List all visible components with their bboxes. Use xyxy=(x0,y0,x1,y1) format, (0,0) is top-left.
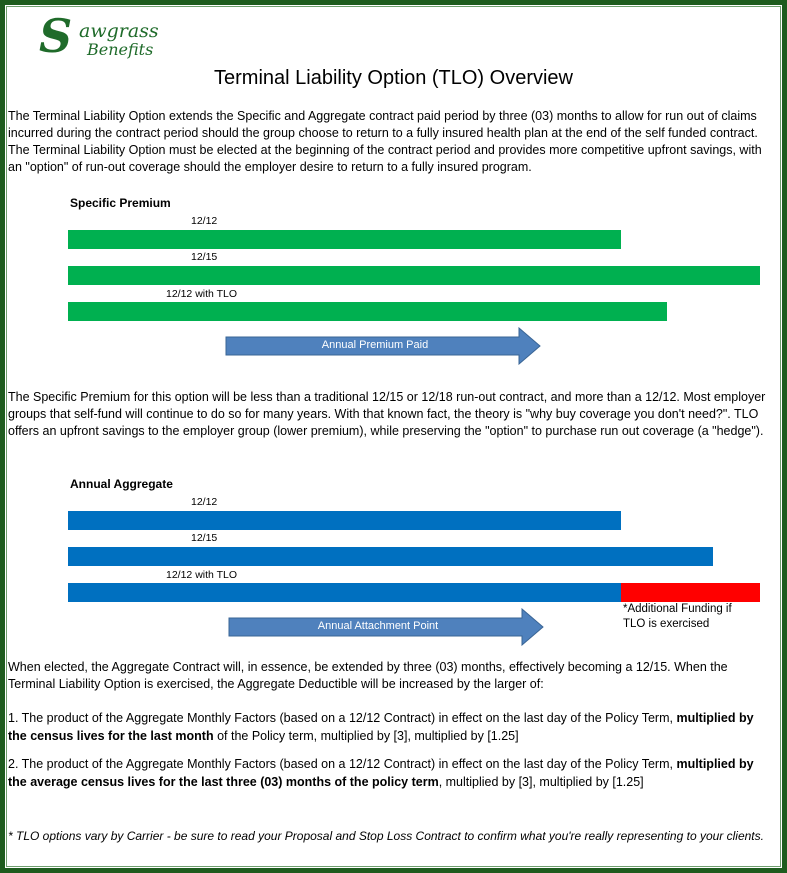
intro-paragraph: The Terminal Liability Option extends the Specific and Aggregate contract paid period by three (03) months to allow for run out of claims incurred during the contract period should the group choose to return to a fully insured health plan at the end of the self funded contract. The Terminal Liability Option must be elected at the beginning of the contract period and provides more competitive upfront savings, with an "option" of run-out coverage should the employer desire to return to a fully insured program. xyxy=(8,109,762,174)
logo-line1: awgrass xyxy=(79,20,159,42)
note-line-2: TLO is exercised xyxy=(623,618,710,630)
arrow-label: Annual Premium Paid xyxy=(321,339,429,351)
specific-bar-label-1: 12/12 xyxy=(191,215,218,227)
arrow-label: Annual Attachment Point xyxy=(317,620,439,632)
note-line-1: *Additional Funding if xyxy=(623,603,732,615)
annual-aggregate-label: Annual Aggregate xyxy=(70,477,173,491)
sawgrass-logo xyxy=(39,9,159,65)
item2-text: 2. The product of the Aggregate Monthly Factors (based on a 12/12 Contract) in effect on the last day of the Policy Term, xyxy=(8,757,677,771)
page-title: Terminal Liability Option (TLO) Overview xyxy=(214,67,573,89)
specific-premium-label: Specific Premium xyxy=(70,196,171,210)
list-item-1 xyxy=(8,709,768,745)
aggregate-bar-1212 xyxy=(68,511,621,530)
aggregate-bar-label-1: 12/12 xyxy=(191,496,218,508)
logo-line2: Benefits xyxy=(87,40,154,59)
item1-bold: multiplied by the census lives for the last month xyxy=(8,711,754,743)
specific-bar-1212 xyxy=(68,230,621,249)
aggregate-paragraph: When elected, the Aggregate Contract will, in essence, be extended by three (03) months, effectively becoming a 12/15. When the Terminal Liability Option is exercised, the Aggregate Deductible will be increased by the larger of: xyxy=(8,660,728,691)
specific-paragraph: The Specific Premium for this option will be less than a traditional 12/15 or 12/18 run-out contract, and more than a 12/12. Most employer groups that self-fund will continue to do so for many years. With that known fact, the theory is "why buy coverage you don't need?". TLO offers an upfront savings to the employer group (lower premium), while preserving the "option" to purchase run out coverage (a "hedge"). xyxy=(8,390,766,438)
specific-bar-1212-tlo xyxy=(68,302,667,321)
specific-bar-label-2: 12/15 xyxy=(191,251,218,263)
annual-premium-paid-arrow xyxy=(225,327,541,365)
aggregate-additional-funding-bar xyxy=(621,583,760,602)
specific-bar-label-3: 12/12 with TLO xyxy=(166,288,238,300)
aggregate-bar-1212-tlo xyxy=(68,583,621,602)
item2-text-end: , multiplied by [3], multiplied by [1.25] xyxy=(438,775,644,789)
footer-note: * TLO options vary by Carrier - be sure to read your Proposal and Stop Loss Contract to confirm what you're really representing to your clients. xyxy=(8,829,764,843)
logo-letter: S xyxy=(39,9,73,63)
specific-bar-1215 xyxy=(68,266,760,285)
annual-attachment-point-arrow xyxy=(228,608,544,646)
list-item-2 xyxy=(8,755,768,791)
item1-text-end: of the Policy term, multiplied by [3], multiplied by [1.25] xyxy=(213,729,519,743)
aggregate-bar-label-3: 12/12 with TLO xyxy=(166,569,238,581)
additional-funding-note xyxy=(623,602,732,632)
item1-text: 1. The product of the Aggregate Monthly Factors (based on a 12/12 Contract) in effect on the last day of the Policy Term, xyxy=(8,711,677,725)
aggregate-bar-1215 xyxy=(68,547,713,566)
item2-bold: multiplied by the average census lives for the last three (03) months of the policy term xyxy=(8,757,754,789)
aggregate-bar-label-2: 12/15 xyxy=(191,532,218,544)
